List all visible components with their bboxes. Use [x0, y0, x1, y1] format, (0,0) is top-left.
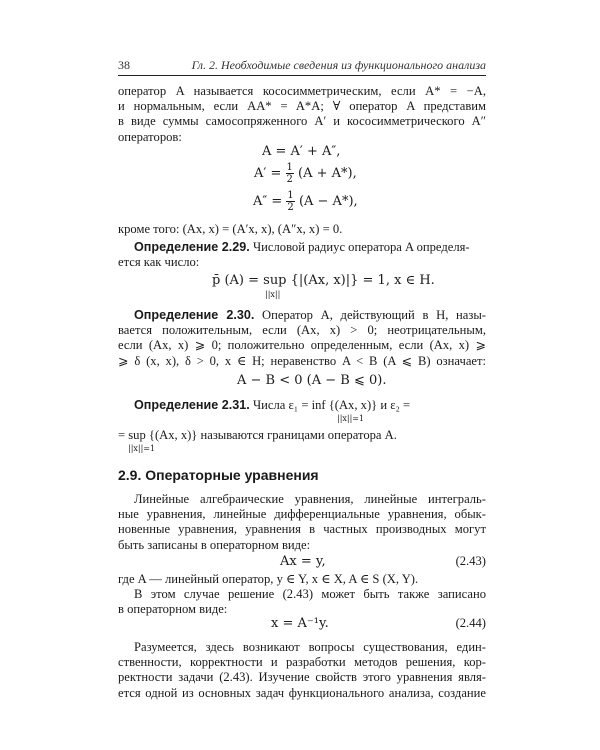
text-line: операторов:: [118, 129, 182, 144]
equation-skew-part: [253, 190, 358, 213]
text-line: = sup {(Ax, x)} называются границами оператора A.: [118, 428, 397, 442]
text-line: В этом случае решение (2.43) может быть также записано: [134, 587, 486, 602]
equation-rhs: (A − A*),: [298, 194, 358, 209]
text-line: ные уравнения, линейные дифференциальные уравнения, обык-: [118, 507, 486, 522]
text-line: [118, 240, 486, 255]
fraction: [286, 190, 294, 213]
definition-2-31: [118, 398, 486, 413]
running-header: [118, 58, 486, 76]
definition-text: Оператор A, действующий в H, назы-: [262, 308, 486, 322]
definition-text: Числовой радиус оператора A определя-: [252, 240, 470, 254]
text-line: ственности, корректности и разработки методов решения, кор-: [118, 655, 486, 670]
fraction-denominator: 2: [286, 174, 293, 185]
text-line: вается положительным, если (Ax, x) > 0; неотрицательным,: [118, 323, 486, 338]
text-line: в виде суммы самосопряженного A′ и кососимметрического A″: [118, 114, 486, 129]
fraction: [286, 162, 294, 185]
paragraph-operator-equations: [118, 492, 486, 553]
text-line: где A — линейный оператор, y ∈ Y, x ∈ X, A ∈ S (X, Y).: [118, 572, 419, 586]
text-line: ется как число:: [118, 255, 200, 270]
text-line: оператор A называется кососимметрическим, если A* = −A,: [118, 84, 486, 98]
equation-number: (2.44): [455, 616, 486, 630]
definition-label: Определение 2.29.: [134, 240, 250, 254]
equation-2-43: Ax = y,: [280, 554, 326, 569]
text-line: быть записаны в операторном виде:: [118, 537, 311, 552]
paragraph-intro: [118, 84, 486, 145]
equation-2-44: x = A⁻¹y.: [271, 616, 329, 631]
definition-2-31-continued: [118, 428, 486, 443]
definition-2-29: [118, 240, 486, 270]
formula-subscript: ||x||=1: [128, 444, 156, 453]
page-number: 38: [118, 58, 130, 72]
formula-text: p̄ (A) = sup {|(Ax, x)|} = 1, x ∈ H.: [212, 273, 435, 288]
definition-2-30: [118, 308, 486, 369]
text-line: ⩾ δ (x, x), δ > 0, x ∈ H; неравенство A < B (A ⩽ B) означает:: [118, 353, 486, 368]
paragraph-moreover: [118, 222, 486, 237]
text-line: [118, 398, 486, 413]
equation-lhs: A′ =: [254, 166, 282, 181]
fraction-numerator: 1: [287, 190, 294, 201]
equation-decomposition: A = A′ + A″,: [262, 144, 341, 159]
fraction-numerator: 1: [286, 162, 293, 173]
definition-label: Определение 2.31.: [134, 398, 250, 412]
equation-rhs: (A + A*),: [298, 166, 357, 181]
text-line: Разумеется, здесь возникают вопросы существования, един-: [134, 640, 486, 654]
equation-number: (2.43): [455, 554, 486, 568]
text-line: кроме того: (Ax, x) = (A′x, x), (A″x, x) = 0.: [118, 222, 343, 236]
text-line: и нормальным, если AA* = A*A; ∀ оператор A представим: [118, 99, 486, 114]
paragraph-linear-operator: [118, 572, 486, 618]
equation-lhs: A″ =: [253, 194, 283, 209]
text-line: новенные уравнения, уравнения в частных производных могут: [118, 522, 486, 537]
formula-subscript: ||x||=1: [337, 414, 365, 423]
text-line: если (Ax, x) ⩾ 0; положительно определенным, если (Ax, x) ⩾: [118, 338, 486, 353]
section-heading: 2.9. Операторные уравнения: [118, 467, 319, 483]
text-line: в операторном виде:: [118, 602, 228, 617]
text-line: ется одной из основных задач функционального анализа, создание: [118, 685, 486, 700]
paragraph-questions: [118, 640, 486, 701]
text-line: Линейные алгебраические уравнения, линейные интеграль-: [134, 492, 486, 506]
text-line: ректности задачи (2.43). Изучение свойств этого уравнения явля-: [118, 670, 486, 685]
equation-self-adjoint-part: [254, 162, 357, 185]
numerical-radius-formula: [212, 273, 435, 288]
inequality-formula: A − B < 0 (A − B ⩽ 0).: [237, 373, 387, 388]
running-title: Гл. 2. Необходимые сведения из функционального анализа: [191, 58, 486, 72]
definition-text: Числа ε₁ = inf {(Ax, x)} и ε₂ =: [252, 398, 411, 412]
fraction-denominator: 2: [287, 202, 294, 213]
text-line: [118, 308, 486, 323]
formula-subscript: ||x||: [265, 290, 281, 299]
definition-label: Определение 2.30.: [134, 308, 255, 322]
